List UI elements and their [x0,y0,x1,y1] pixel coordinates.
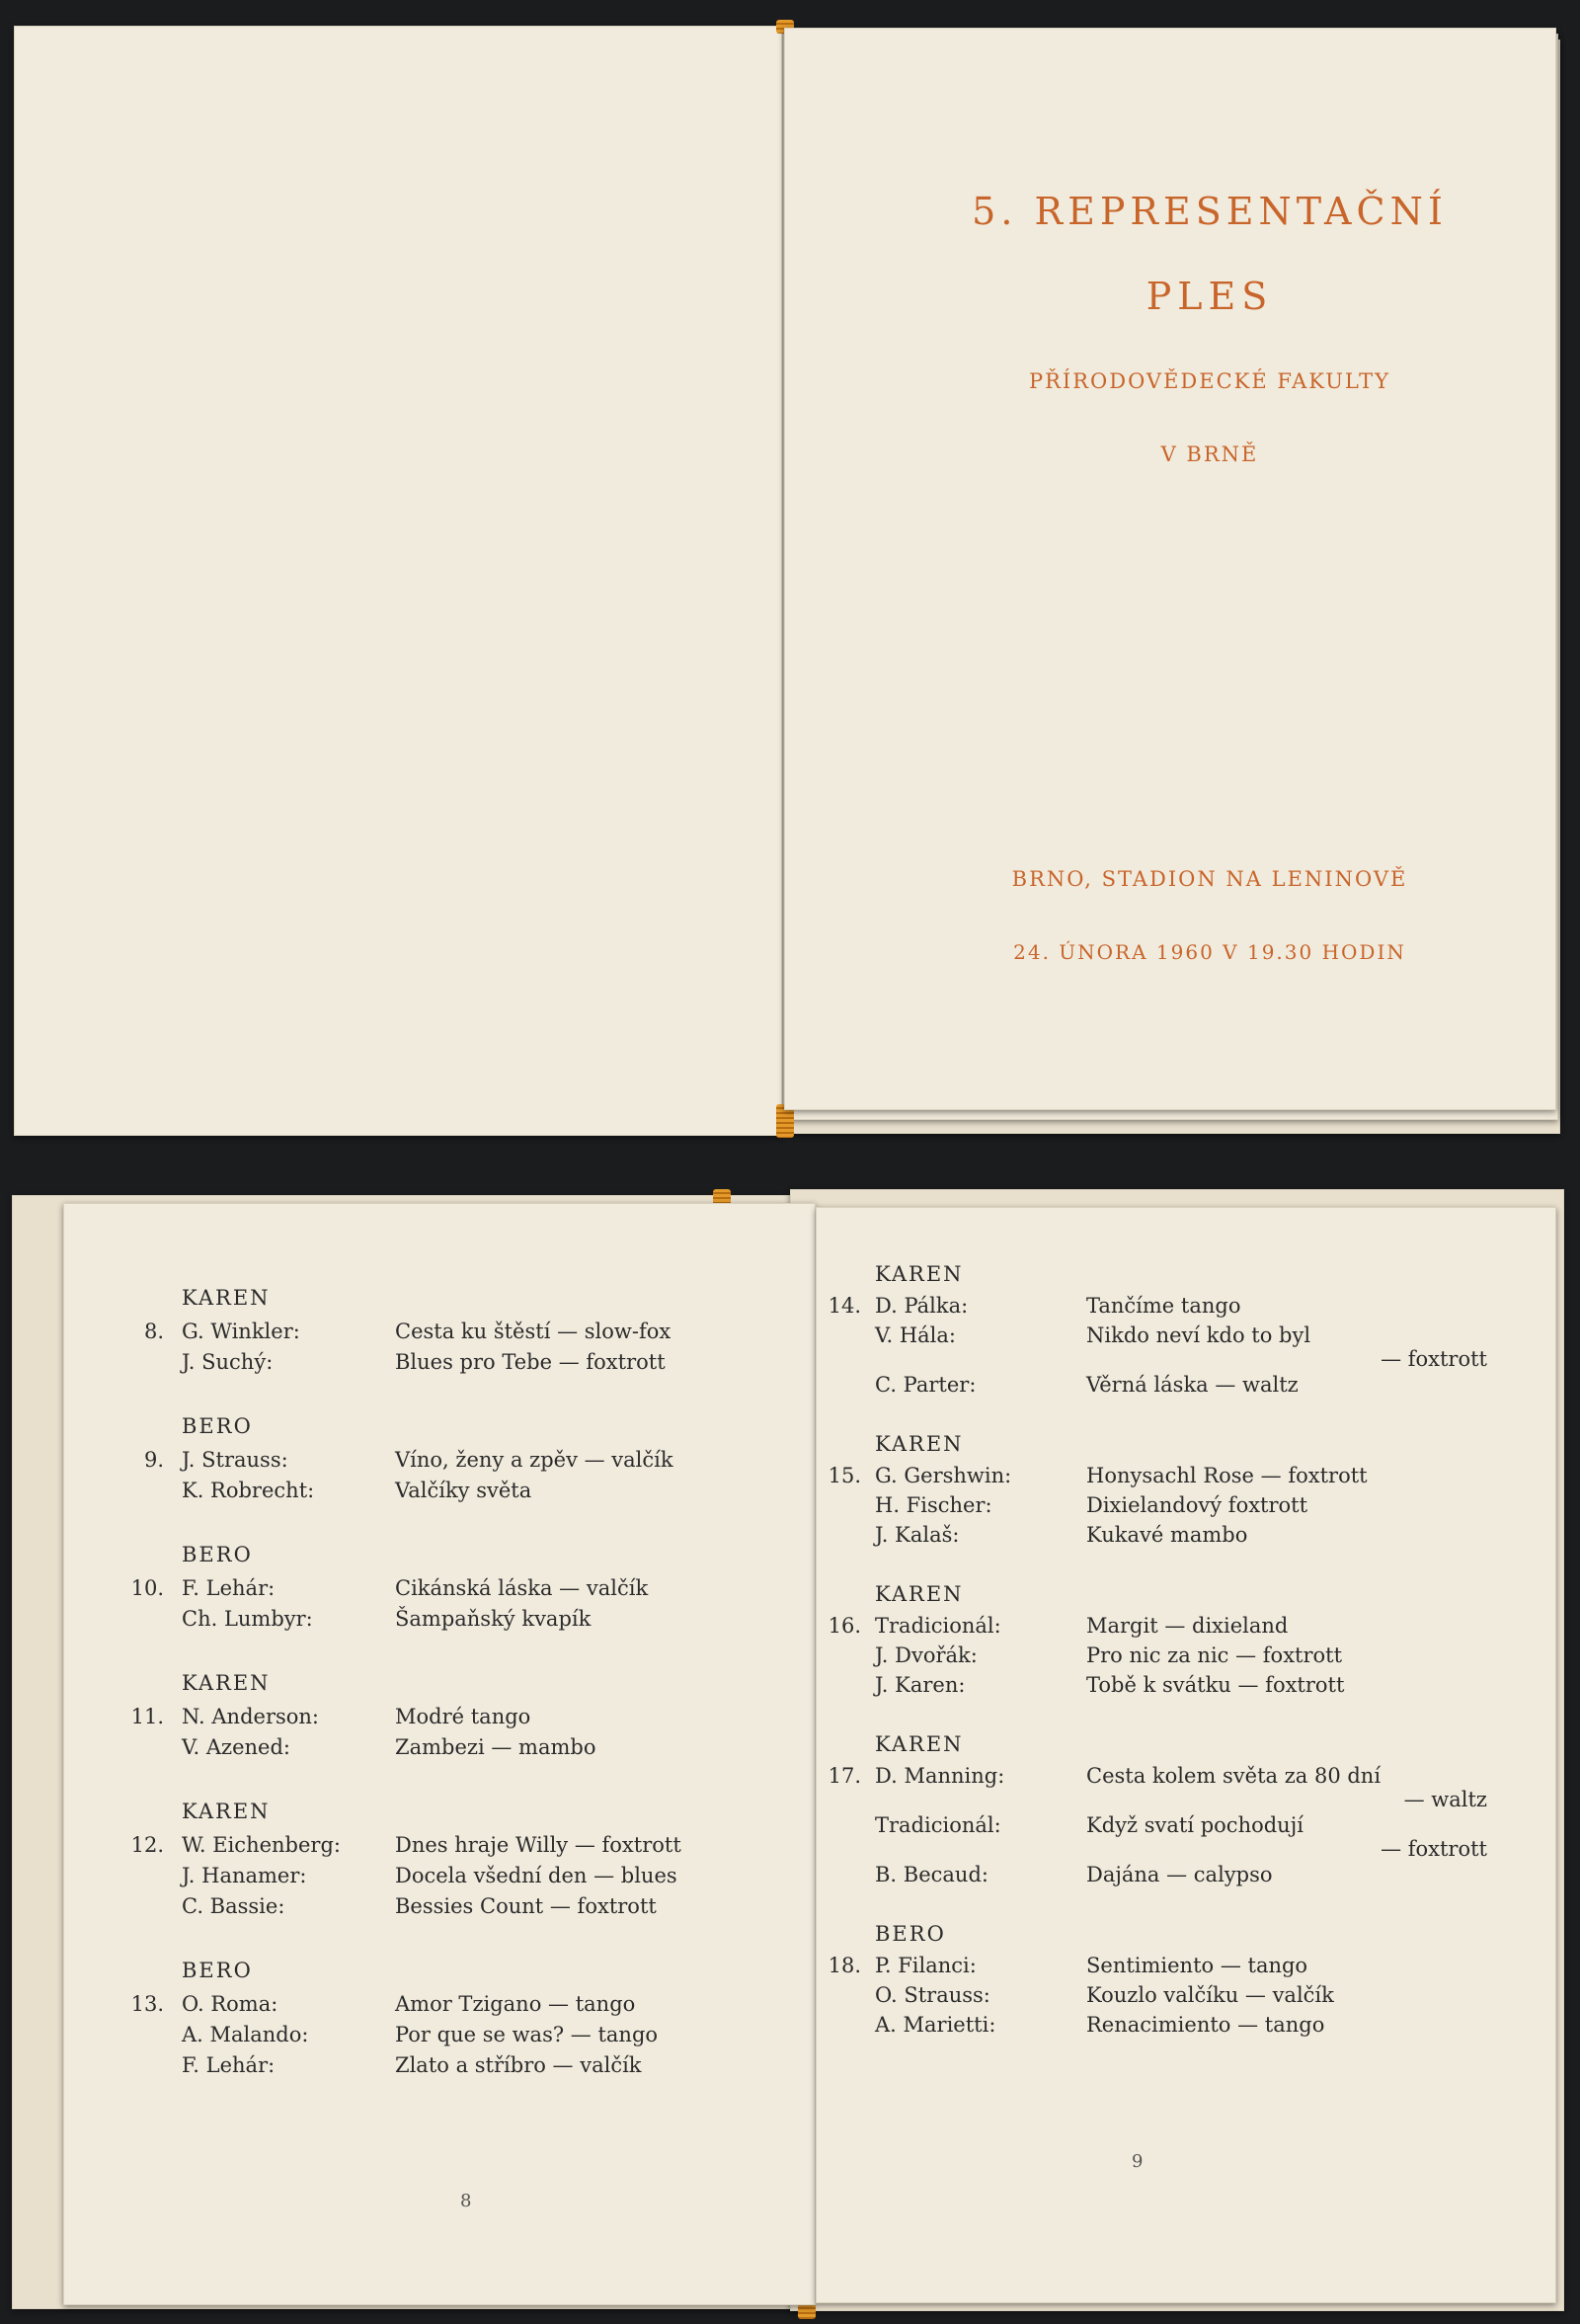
song-title: Tančíme tango [1086,1294,1241,1318]
program-item [63,2023,816,2052]
song-title: Cesta ku štěstí — slow-fox [395,1320,672,1343]
program-item [63,1576,816,1606]
program-item [63,1894,816,1924]
song-title: Cesta kolem světa za 80 dní [1086,1764,1382,1788]
song-genre: — foxtrott [1381,1837,1487,1861]
item-number: 14. [828,1294,861,1318]
program-left-content [63,1203,816,2250]
item-number: 12. [130,1833,164,1857]
composer-name: J. Dvořák: [875,1643,978,1667]
composer-name: G. Gershwin: [875,1464,1012,1487]
program-item [816,2013,1556,2043]
composer-name: D. Manning: [875,1764,1005,1788]
band-name: KAREN [875,1582,964,1606]
item-number: 10. [130,1576,164,1600]
band-name: BERO [182,1959,253,1982]
program-item [63,1607,816,1637]
composer-name: O. Roma: [182,1992,278,2016]
composer-name: J. Karen: [875,1673,966,1697]
item-number: 17. [828,1764,861,1788]
composer-name: Ch. Lumbyr: [182,1607,313,1631]
item-number: 9. [143,1448,164,1472]
page-number-right: 9 [1132,2151,1144,2172]
item-number: 8. [143,1320,164,1343]
band-name: KAREN [182,1286,271,1310]
song-title: Pro nic za nic — foxtrott [1086,1643,1343,1667]
song-title: Zlato a stříbro — valčík [395,2053,642,2077]
band-name: KAREN [182,1800,271,1823]
band-name: BERO [182,1543,253,1566]
composer-name: V. Hála: [875,1323,956,1347]
composer-name: V. Azened: [182,1735,290,1759]
composer-name: J. Strauss: [182,1448,288,1472]
composer-name: F. Lehár: [182,2053,276,2077]
composer-name: C. Parter: [875,1373,977,1397]
composer-name: Tradicionál: [875,1614,1001,1638]
program-item [816,1523,1556,1553]
event-title: 5. REPRESENTAČNÍ [972,190,1448,233]
song-title: Šampaňský kvapík [395,1607,592,1631]
band-name: BERO [182,1414,253,1438]
cover-page [784,28,1556,1110]
song-title: Valčíky světa [395,1479,532,1502]
song-title: Cikánská láska — valčík [395,1576,649,1600]
composer-name: J. Suchý: [182,1350,274,1374]
program-item [63,1479,816,1508]
song-title: Když svatí pochodují [1086,1813,1304,1837]
composer-name: A. Malando: [182,2023,309,2046]
program-item [816,1673,1556,1703]
program-item [816,1643,1556,1673]
band-name: KAREN [875,1262,964,1286]
item-number: 15. [828,1464,861,1487]
band-name: KAREN [875,1732,964,1756]
program-item [63,1350,816,1380]
song-title: Renacimiento — tango [1086,2013,1325,2037]
program-item [816,1493,1556,1523]
item-number: 16. [828,1614,861,1638]
song-title: Dajána — calypso [1086,1863,1273,1886]
song-title: Tobě k svátku — foxtrott [1086,1673,1345,1697]
bottom-spread [0,1175,1580,2324]
top-spread [0,0,1580,1146]
faculty-city: V BRNĚ [1160,442,1259,466]
program-item [63,2053,816,2083]
composer-name: O. Strauss: [875,1983,990,2007]
program-item [63,1320,816,1349]
song-title: Kukavé mambo [1086,1523,1248,1547]
song-title: Blues pro Tebe — foxtrott [395,1350,666,1374]
item-number: 13. [130,1992,164,2016]
composer-name: J. Hanamer: [182,1864,307,1887]
band-name: BERO [875,1922,946,1946]
program-item [63,1448,816,1478]
song-title: Modré tango [395,1705,531,1728]
composer-name: W. Eichenberg: [182,1833,341,1857]
cover-left-page [14,26,782,1136]
program-page-right [816,1207,1556,2303]
band-name: KAREN [182,1671,271,1695]
composer-name: J. Kalaš: [875,1523,960,1547]
composer-name: K. Robrecht: [182,1479,315,1502]
item-number: 18. [828,1954,861,1977]
program-item [63,1864,816,1893]
program-item [63,1992,816,2022]
program-item [63,1735,816,1765]
song-title: Dnes hraje Willy — foxtrott [395,1833,681,1857]
composer-name: G. Winkler: [182,1320,300,1343]
event-venue: BRNO, STADION NA LENINOVĚ [1011,867,1408,891]
composer-name: H. Fischer: [875,1493,992,1517]
program-item [816,1294,1556,1323]
composer-name: B. Becaud: [875,1863,988,1886]
song-title: Margit — dixieland [1086,1614,1289,1638]
event-title-ples: PLES [1146,275,1274,318]
program-item [816,1954,1556,1983]
song-title: Dixielandový foxtrott [1086,1493,1308,1517]
composer-name: A. Marietti: [875,2013,996,2037]
program-item [816,1464,1556,1493]
song-title: Docela všední den — blues [395,1864,677,1887]
composer-name: D. Pálka: [875,1294,969,1318]
program-item [816,1373,1556,1402]
song-title: Amor Tzigano — tango [395,1992,636,2016]
program-item [63,1705,816,1734]
page-number-left: 8 [460,2191,472,2211]
faculty-name: PŘÍRODOVĚDECKÉ FAKULTY [1028,369,1391,393]
song-title: Sentimiento — tango [1086,1954,1308,1977]
composer-name: C. Bassie: [182,1894,285,1918]
band-name: KAREN [875,1432,964,1456]
composer-name: F. Lehár: [182,1576,276,1600]
composer-name: P. Filanci: [875,1954,977,1977]
program-right-content [816,1207,1556,2254]
program-page-left [63,1203,816,2305]
song-title: Kouzlo valčíku — valčík [1086,1983,1334,2007]
program-item [816,1863,1556,1892]
composer-name: N. Anderson: [182,1705,320,1728]
song-genre: — waltz [1403,1788,1487,1811]
composer-name: Tradicionál: [875,1813,1001,1837]
song-title: Nikdo neví kdo to byl [1086,1323,1311,1347]
song-title: Bessies Count — foxtrott [395,1894,657,1918]
program-item [816,1614,1556,1643]
song-title: Honysachl Rose — foxtrott [1086,1464,1368,1487]
program-item [63,1833,816,1863]
item-number: 11. [130,1705,164,1728]
song-title: Věrná láska — waltz [1086,1373,1299,1397]
event-date: 24. ÚNORA 1960 V 19.30 HODIN [1013,940,1406,964]
song-title: Víno, ženy a zpěv — valčík [395,1448,673,1472]
song-genre: — foxtrott [1381,1347,1487,1371]
program-item [816,1983,1556,2013]
song-title: Zambezi — mambo [395,1735,596,1759]
song-title: Por que se was? — tango [395,2023,659,2046]
